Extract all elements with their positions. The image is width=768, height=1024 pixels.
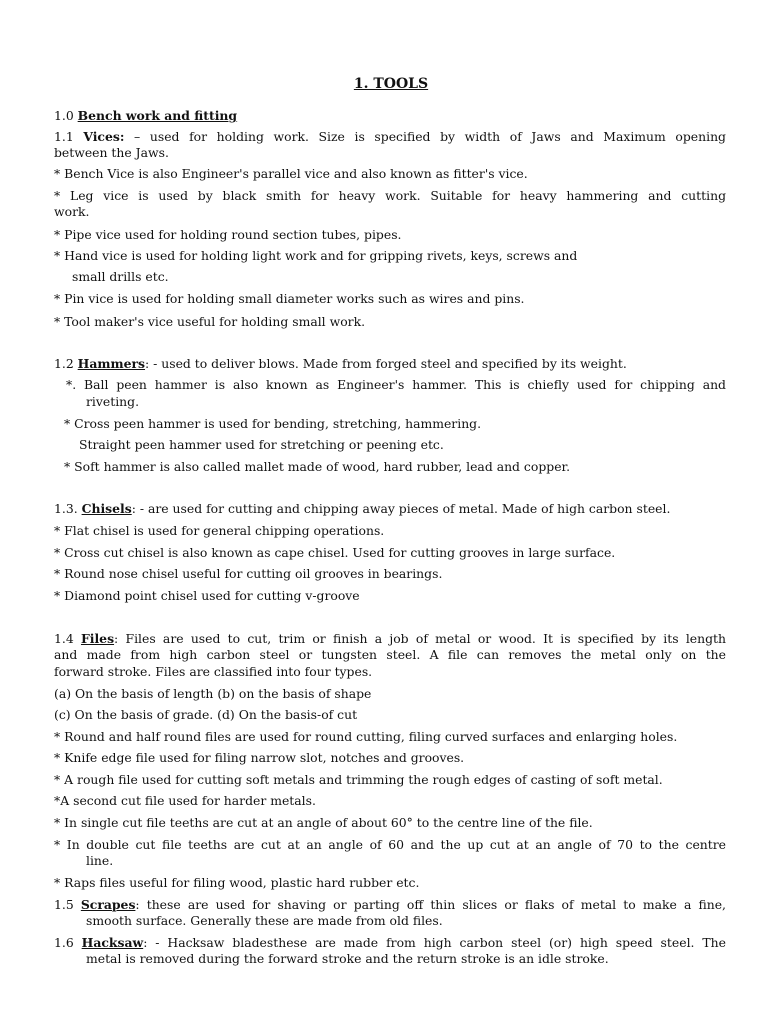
section-number: 1.4 bbox=[54, 631, 81, 646]
section-1-3-line-1: 1.3. Chisels: - are used for cutting and chipping away pieces of metal. Made of high carbon steel. bbox=[54, 501, 671, 516]
section-1-6-line-2: metal is removed during the forward stroke and the return stroke is an idle stroke. bbox=[86, 951, 609, 966]
bullet-rough-file: * A rough file used for cutting soft metals and trimming the rough edges of casting of soft metal. bbox=[54, 772, 663, 787]
bullet-single-cut-file: * In single cut file teeths are cut at an angle of about 60° to the centre line of the file. bbox=[54, 815, 593, 830]
section-number: 1.2 bbox=[54, 356, 78, 371]
section-1-5-line-2: smooth surface. Generally these are made from old files. bbox=[86, 913, 443, 928]
section-title: Vices: bbox=[83, 129, 125, 144]
bullet-hand-vice: * Hand vice is used for holding light work and for gripping rivets, keys, screws and bbox=[54, 248, 578, 263]
bullet-double-cut-file: * In double cut file teeths are cut at an angle of 60 and the up cut at an angle of 70 to the centre bbox=[54, 837, 726, 852]
section-number: 1.1 bbox=[54, 129, 84, 144]
bullet-round-files: * Round and half round files are used for round cutting, filing curved surfaces and enlarging holes. bbox=[54, 729, 678, 744]
section-1-6-line-1: 1.6 Hacksaw: - Hacksaw bladesthese are made from high carbon steel (or) high speed steel. The bbox=[54, 935, 726, 950]
section-title: Files bbox=[80, 631, 115, 646]
section-1-4-line-1: 1.4 Files: Files are used to cut, trim or finish a job of metal or wood. It is specified by its length bbox=[54, 631, 726, 646]
section-title: Hacksaw bbox=[81, 935, 144, 950]
bullet-knife-edge-file: * Knife edge file used for filing narrow slot, notches and grooves. bbox=[54, 750, 465, 765]
section-1-2-line-1: 1.2 Hammers: - used to deliver blows. Made from forged steel and specified by its weight. bbox=[54, 356, 627, 371]
bullet-diamond-point-chisel: * Diamond point chisel used for cutting v-groove bbox=[54, 588, 360, 603]
bullet-tool-makers-vice: * Tool maker's vice useful for holding small work. bbox=[54, 314, 366, 329]
bullet-round-nose-chisel: * Round nose chisel useful for cutting oil grooves in bearings. bbox=[54, 566, 443, 581]
section-1-5-line-1: 1.5 Scrapes: these are used for shaving or parting off thin slices or flaks of metal to make a fine, bbox=[54, 897, 726, 912]
bullet-leg-vice: * Leg vice is used by black smith for heavy work. Suitable for heavy hammering and cutting bbox=[54, 188, 726, 203]
section-number: 1.5 bbox=[54, 897, 81, 912]
bullet-ball-peen-cont: riveting. bbox=[86, 394, 140, 409]
section-title: Scrapes bbox=[80, 897, 136, 912]
bullet-cross-peen: * Cross peen hammer is used for bending, stretching, hammering. bbox=[64, 416, 482, 431]
file-classification-row-1: (a) On the basis of length (b) on the basis of shape bbox=[54, 686, 372, 701]
section-1-1-line-1: 1.1 Vices: – used for holding work. Size is specified by width of Jaws and Maximum opening bbox=[54, 129, 726, 144]
section-1-4-line-3: forward stroke. Files are classified into four types. bbox=[54, 664, 373, 679]
bullet-bench-vice: * Bench Vice is also Engineer's parallel vice and also known as fitter's vice. bbox=[54, 166, 528, 181]
bullet-pipe-vice: * Pipe vice used for holding round section tubes, pipes. bbox=[54, 227, 402, 242]
section-number: 1.6 bbox=[54, 935, 82, 950]
section-number: 1.0 bbox=[54, 108, 78, 123]
bullet-raps-files: * Raps files useful for filing wood, plastic hard rubber etc. bbox=[54, 875, 420, 890]
bullet-double-cut-file-cont: line. bbox=[86, 853, 114, 868]
bullet-second-cut-file: *A second cut file used for harder metals. bbox=[54, 793, 316, 808]
section-1-1-line-2: between the Jaws. bbox=[54, 145, 169, 160]
section-title: Chisels bbox=[81, 501, 132, 516]
section-title: Hammers bbox=[77, 356, 146, 371]
bullet-pin-vice: * Pin vice is used for holding small diameter works such as wires and pins. bbox=[54, 291, 525, 306]
section-1-0-heading bbox=[54, 108, 726, 124]
section-title: Bench work and fitting bbox=[77, 108, 238, 123]
section-1-4-line-2: and made from high carbon steel or tungsten steel. A file can removes the metal only on the bbox=[54, 647, 726, 662]
bullet-flat-chisel: * Flat chisel is used for general chipping operations. bbox=[54, 523, 385, 538]
bullet-ball-peen: *. Ball peen hammer is also known as Engineer's hammer. This is chiefly used for chipping and bbox=[66, 377, 726, 392]
bullet-leg-vice-cont: work. bbox=[54, 204, 90, 219]
page-title: 1. TOOLS bbox=[353, 76, 429, 92]
section-number: 1.3. bbox=[54, 501, 82, 516]
bullet-hand-vice-cont: small drills etc. bbox=[72, 269, 169, 284]
bullet-soft-hammer: * Soft hammer is also called mallet made of wood, hard rubber, lead and copper. bbox=[64, 459, 571, 474]
bullet-straight-peen: Straight peen hammer used for stretching or peening etc. bbox=[79, 437, 444, 452]
bullet-cross-cut-chisel: * Cross cut chisel is also known as cape chisel. Used for cutting grooves in large surface. bbox=[54, 545, 616, 560]
file-classification-row-2: (c) On the basis of grade. (d) On the basis-of cut bbox=[54, 707, 358, 722]
